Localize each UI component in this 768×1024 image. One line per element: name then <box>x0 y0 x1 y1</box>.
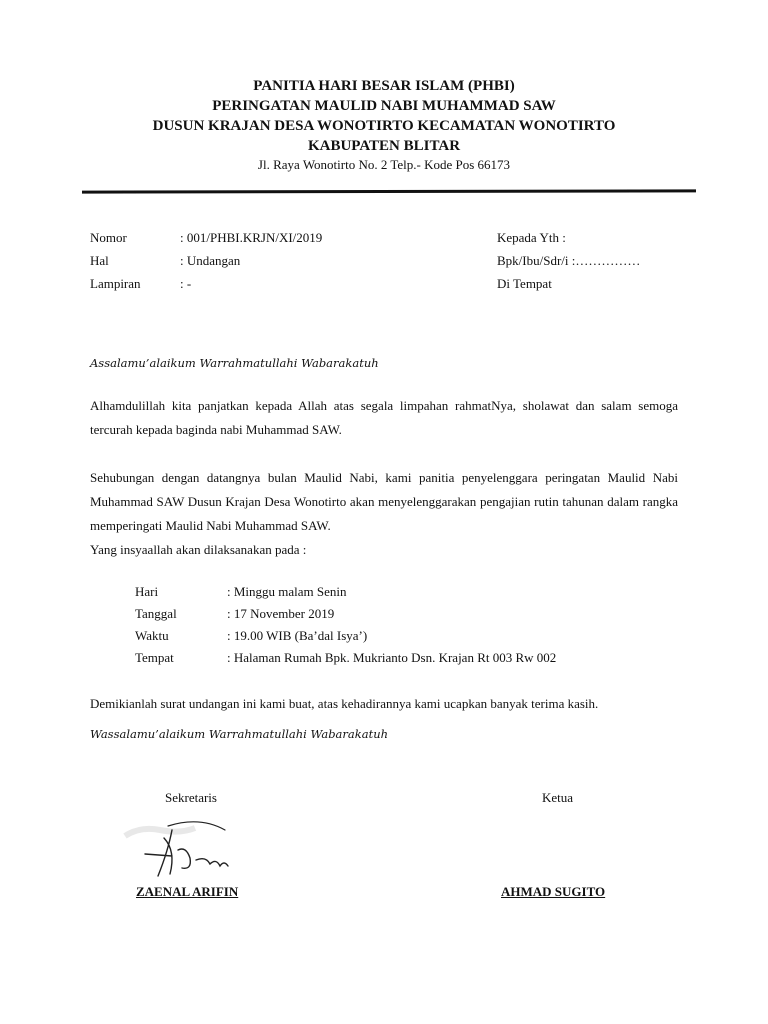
hal-value: : Undangan <box>180 253 241 268</box>
di-tempat: Di Tempat <box>497 276 552 291</box>
farewell: Wassalamu’alaikum Warrahmatullahi Wabarakatuh <box>90 727 389 741</box>
signature-title-chairman: Ketua <box>542 790 574 805</box>
recipient-line: Bpk/Ibu/Sdr/i :…………… <box>497 253 641 268</box>
kepada-yth: Kepada Yth : <box>497 230 566 245</box>
header-line-3: DUSUN KRAJAN DESA WONOTIRTO KECAMATAN WONOTIRTO <box>152 118 616 134</box>
paragraph-schedule-intro: Yang insyaallah akan dilaksanakan pada : <box>90 542 307 557</box>
header-line-2: PERINGATAN MAULID NABI MUHAMMAD SAW <box>212 98 556 114</box>
signature-name-secretary: ZAENAL ARIFIN <box>136 884 239 899</box>
detail-value-tanggal: : 17 November 2019 <box>227 606 335 621</box>
detail-value-tempat: : Halaman Rumah Bpk. Mukrianto Dsn. Krajan Rt 003 Rw 002 <box>227 650 557 665</box>
detail-label-tempat: Tempat <box>135 650 174 665</box>
paragraph-purpose: Sehubungan dengan datangnya bulan Maulid Nabi, kami panitia penyelenggara peringatan Maulid Nabi Muhammad SAW Dusun Krajan Desa Wonotirto akan menyelenggarakan pengajian rutin tahunan dalam rangka memperingati Maulid Nabi Muhammad SAW. <box>90 470 678 533</box>
header-address: Jl. Raya Wonotirto No. 2 Telp.- Kode Pos 66173 <box>257 157 511 172</box>
lampiran-value: : - <box>180 276 192 291</box>
detail-label-waktu: Waktu <box>135 628 169 643</box>
greeting: Assalamu’alaikum Warrahmatullahi Wabarakatuh <box>90 356 379 370</box>
header-line-1: PANITIA HARI BESAR ISLAM (PHBI) <box>253 78 515 94</box>
signature-title-secretary: Sekretaris <box>165 790 217 805</box>
detail-value-hari: : Minggu malam Senin <box>227 584 347 599</box>
nomor-label: Nomor <box>90 230 127 245</box>
lampiran-label: Lampiran <box>90 276 141 291</box>
detail-value-waktu: : 19.00 WIB (Ba’dal Isya’) <box>227 628 368 643</box>
nomor-value: : 001/PHBI.KRJN/XI/2019 <box>180 230 323 245</box>
detail-label-tanggal: Tanggal <box>135 606 177 621</box>
paragraph-opening: Alhamdulillah kita panjatkan kepada Allah atas segala limpahan rahmatNya, sholawat dan salam semoga tercurah kepada baginda nabi Muhammad SAW. <box>90 398 678 437</box>
signature-name-chairman: AHMAD SUGITO <box>501 884 606 899</box>
hal-label: Hal <box>90 253 109 268</box>
handwritten-signature <box>120 816 250 886</box>
header-divider <box>82 189 696 193</box>
closing-paragraph: Demikianlah surat undangan ini kami buat, atas kehadirannya kami ucapkan banyak terima kasih. <box>90 696 599 711</box>
header-line-4: KABUPATEN BLITAR <box>307 138 461 154</box>
letterhead <box>0 76 768 174</box>
detail-label-hari: Hari <box>135 584 159 599</box>
